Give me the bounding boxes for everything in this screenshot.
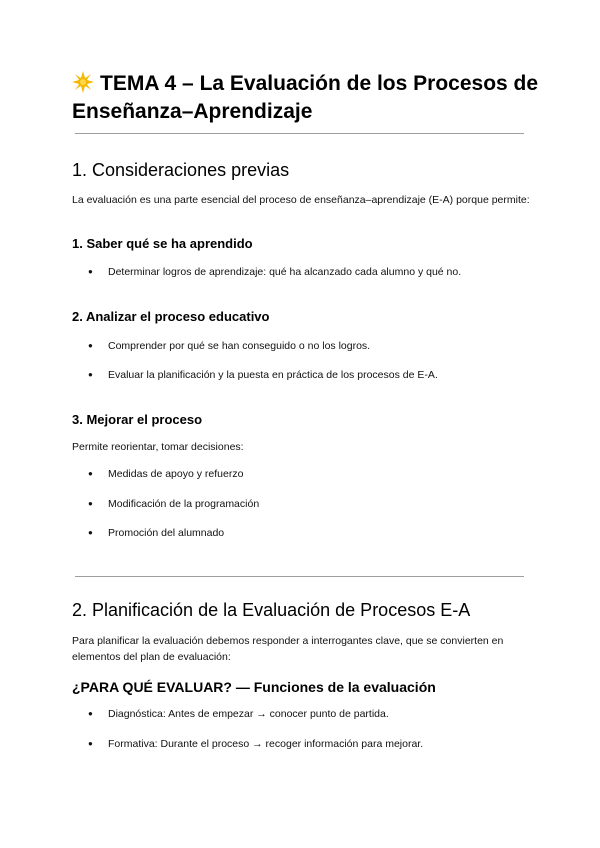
subsection-heading: 3. Mejorar el proceso bbox=[72, 412, 203, 427]
bullet-icon: ● bbox=[88, 499, 93, 508]
list-item bbox=[88, 339, 370, 353]
document-title-text: TEMA 4 – La Evaluación de los Procesos de Enseñanza–Aprendizaje bbox=[72, 72, 539, 123]
list-item-text: Comprender por qué se han conseguido o no los logros. bbox=[108, 340, 371, 352]
section-1-intro: La evaluación es una parte esencial del proceso de enseñanza–aprendizaje (E-A) porque permite: bbox=[72, 194, 530, 206]
document-title bbox=[72, 70, 542, 126]
divider bbox=[75, 133, 524, 134]
bullet-icon: ● bbox=[88, 469, 93, 478]
list-item bbox=[88, 737, 423, 751]
list-item-text: Formativa: Durante el proceso → recoger información para mejorar. bbox=[108, 738, 424, 750]
list-item bbox=[88, 707, 389, 721]
list-item-text: Medidas de apoyo y refuerzo bbox=[108, 468, 244, 480]
list-item bbox=[88, 497, 259, 511]
list-item bbox=[88, 368, 438, 382]
subsection-intro: Permite reorientar, tomar decisiones: bbox=[72, 441, 244, 453]
list-item bbox=[88, 526, 224, 540]
list-item bbox=[88, 265, 461, 279]
list-item bbox=[88, 467, 243, 481]
subsection-heading: 1. Saber qué se ha aprendido bbox=[72, 236, 253, 251]
section-2-intro: Para planificar la evaluación debemos responder a interrogantes clave, que se convierten en elementos del plan de evaluación: bbox=[72, 635, 504, 663]
list-item-text: Diagnóstica: Antes de empezar → conocer punto de partida. bbox=[108, 708, 389, 720]
bullet-icon: ● bbox=[88, 370, 93, 379]
list-item-text: Evaluar la planificación y la puesta en práctica de los procesos de E-A. bbox=[108, 369, 438, 381]
bullet-icon: ● bbox=[88, 528, 93, 537]
list-item-text: Promoción del alumnado bbox=[108, 527, 225, 539]
bullet-icon: ● bbox=[88, 739, 93, 748]
section-2-heading: 2. Planificación de la Evaluación de Procesos E-A bbox=[72, 600, 471, 620]
divider bbox=[75, 576, 524, 577]
list-item-text: Determinar logros de aprendizaje: qué ha alcanzado cada alumno y qué no. bbox=[108, 266, 462, 278]
subsection-heading: 2. Analizar el proceso educativo bbox=[72, 309, 270, 324]
list-item-text: Modificación de la programación bbox=[108, 498, 260, 510]
section-1-heading: 1. Consideraciones previas bbox=[72, 160, 290, 180]
sun-icon bbox=[72, 71, 94, 93]
subsection-heading: ¿PARA QUÉ EVALUAR? — Funciones de la evaluación bbox=[72, 679, 436, 695]
bullet-icon: ● bbox=[88, 709, 93, 718]
bullet-icon: ● bbox=[88, 267, 93, 276]
bullet-icon: ● bbox=[88, 341, 93, 350]
